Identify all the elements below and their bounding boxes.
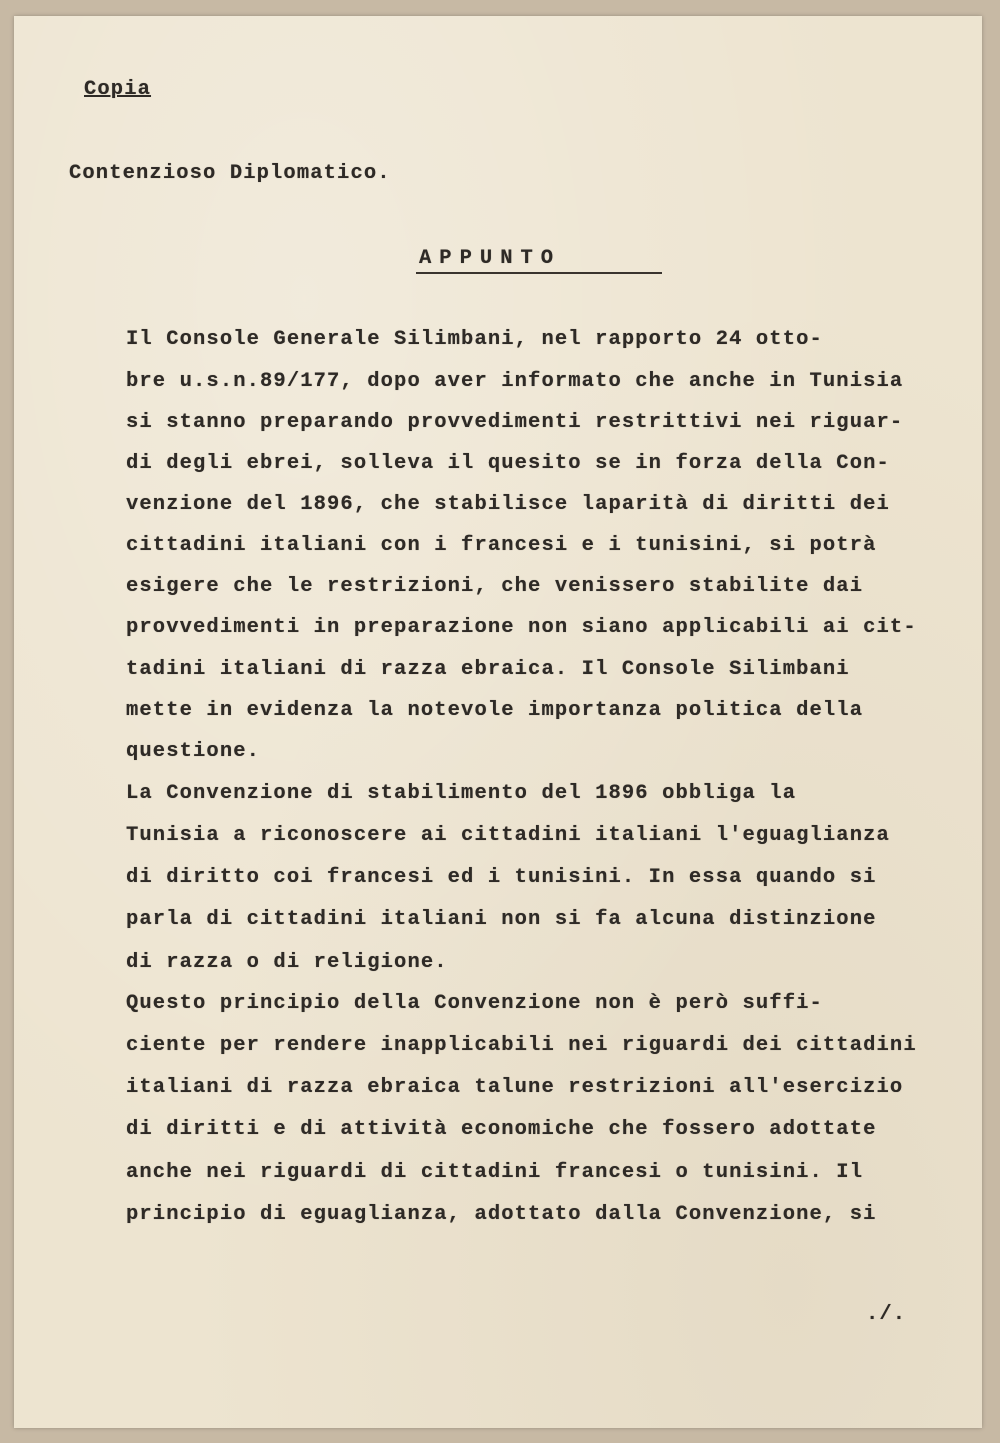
text-line: ciente per rendere inapplicabili nei riguardi dei cittadini [126,1034,917,1057]
text-line: parla di cittadini italiani non si fa alcuna distinzione [126,908,877,931]
text-line: principio di eguaglianza, adottato dalla Convenzione, si [126,1203,877,1226]
text-line: La Convenzione di stabilimento del 1896 obbliga la [126,782,797,805]
text-line: si stanno preparando provvedimenti restrittivi nei riguar- [126,411,904,434]
text-line: Questo principio della Convenzione non è però suffi- [126,992,823,1015]
text-line: di diritto coi francesi ed i tunisini. In essa quando si [126,866,877,889]
text-line: Tunisia a riconoscere ai cittadini italiani l'eguaglianza [126,824,890,847]
text-line: italiani di razza ebraica talune restrizioni all'esercizio [126,1076,904,1099]
text-line: bre u.s.n.89/177, dopo aver informato che anche in Tunisia [126,370,904,393]
text-line: anche nei riguardi di cittadini francesi o tunisini. Il [126,1161,864,1184]
text-line: cittadini italiani con i francesi e i tunisini, si potrà [126,534,877,557]
text-line: esigere che le restrizioni, che venissero stabilite dai [126,575,864,598]
heading-underline [416,272,662,274]
text-line: Il Console Generale Silimbani, nel rapporto 24 otto- [126,328,823,351]
continuation-mark: ./. [866,1303,907,1326]
text-line: di razza o di religione. [126,951,448,974]
document-heading: APPUNTO [419,247,562,270]
text-line: di degli ebrei, solleva il quesito se in forza della Con- [126,452,890,475]
text-line: di diritti e di attività economiche che fossero adottate [126,1118,877,1141]
copy-label: Copia [84,78,152,101]
office-title: Contenzioso Diplomatico. [69,162,391,185]
document-page [14,16,982,1428]
text-line: mette in evidenza la notevole importanza politica della [126,699,864,722]
text-line: tadini italiani di razza ebraica. Il Console Silimbani [126,658,850,681]
text-line: venzione del 1896, che stabilisce laparità di diritti dei [126,493,890,516]
text-line: provvedimenti in preparazione non siano applicabili ai cit- [126,616,917,639]
text-line: questione. [126,740,261,763]
